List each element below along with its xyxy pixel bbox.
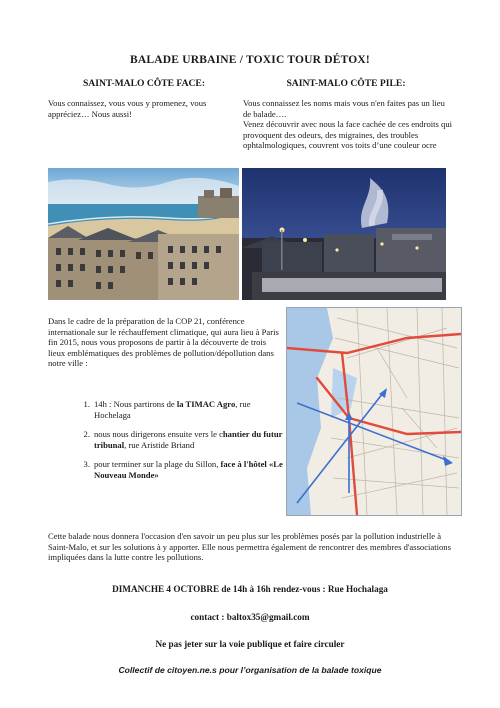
- right-heading: SAINT-MALO CÔTE PILE:: [286, 78, 406, 89]
- itinerary-list: [83, 399, 286, 490]
- step-number: 1.: [83, 399, 90, 409]
- event-date: DIMANCHE 4 OCTOBRE de 14h à 16h rendez-vous : Rue Hochalaga: [112, 584, 388, 594]
- itinerary-step-1: 1. 14h : Nous partirons de la TIMAC Agro, rue Hochelaga: [94, 399, 286, 420]
- left-heading: SAINT-MALO CÔTE FACE:: [82, 78, 206, 89]
- contact-email[interactable]: contact : baltox35@gmail.com: [190, 612, 310, 622]
- itinerary-step-3: 3. pour terminer sur la plage du Sillon, face à l'hôtel «Le Nouveau Monde»: [94, 459, 286, 480]
- right-text-line1: Vous connaissez les noms mais vous n'en faites pas un lieu de balade….: [243, 98, 445, 119]
- step-number: 3.: [83, 459, 90, 470]
- right-text-line2: Venez découvrir avec nous la face cachée de ces endroits qui provoquent des odeurs, des migraines, des troubles ophtalmologiques, couvrent vos toits d’une couleur ocre: [243, 119, 453, 151]
- collective-signature: Collectif de citoyen.ne.s pour l’organisation de la balade toxique: [118, 665, 382, 675]
- factory-illustration: [242, 168, 446, 300]
- route-map: [286, 307, 462, 516]
- intro-text: Dans le cadre de la préparation de la COP 21, conférence internationale sur le réchauffement climatique, qui aura lieu à Paris fin 2015, nous vous proposons de partir à la découverte de trois lieux emblématiques des problèmes de pollution/dépollution dans notre ville :: [48, 316, 279, 369]
- page-title: BALADE URBAINE / TOXIC TOUR DÉTOX!: [130, 54, 370, 66]
- factory-photo: [242, 168, 446, 300]
- distribution-notice: Ne pas jeter sur la voie publique et faire circuler: [155, 639, 345, 649]
- beach-photo: [48, 168, 239, 300]
- step-number: 2.: [83, 429, 90, 440]
- conclusion-text: Cette balade nous donnera l'occasion d'en savoir un peu plus sur les problèmes posés par la pollution industrielle à Saint-Malo, et sur les solutions à y apporter. Elle nous permettra également de rencontrer des membres d'associations impliquées dans la lutte contre les pollutions.: [48, 531, 451, 563]
- left-text: Vous connaissez, vous vous y promenez, vous appréciez… Nous aussi!: [48, 98, 207, 119]
- itinerary-step-2: 2. nous nous dirigerons ensuite vers le chantier du futur tribunal, rue Aristide Briand: [94, 429, 286, 450]
- map-illustration: [287, 308, 461, 515]
- right-text: [243, 98, 455, 151]
- beach-illustration: [48, 168, 239, 300]
